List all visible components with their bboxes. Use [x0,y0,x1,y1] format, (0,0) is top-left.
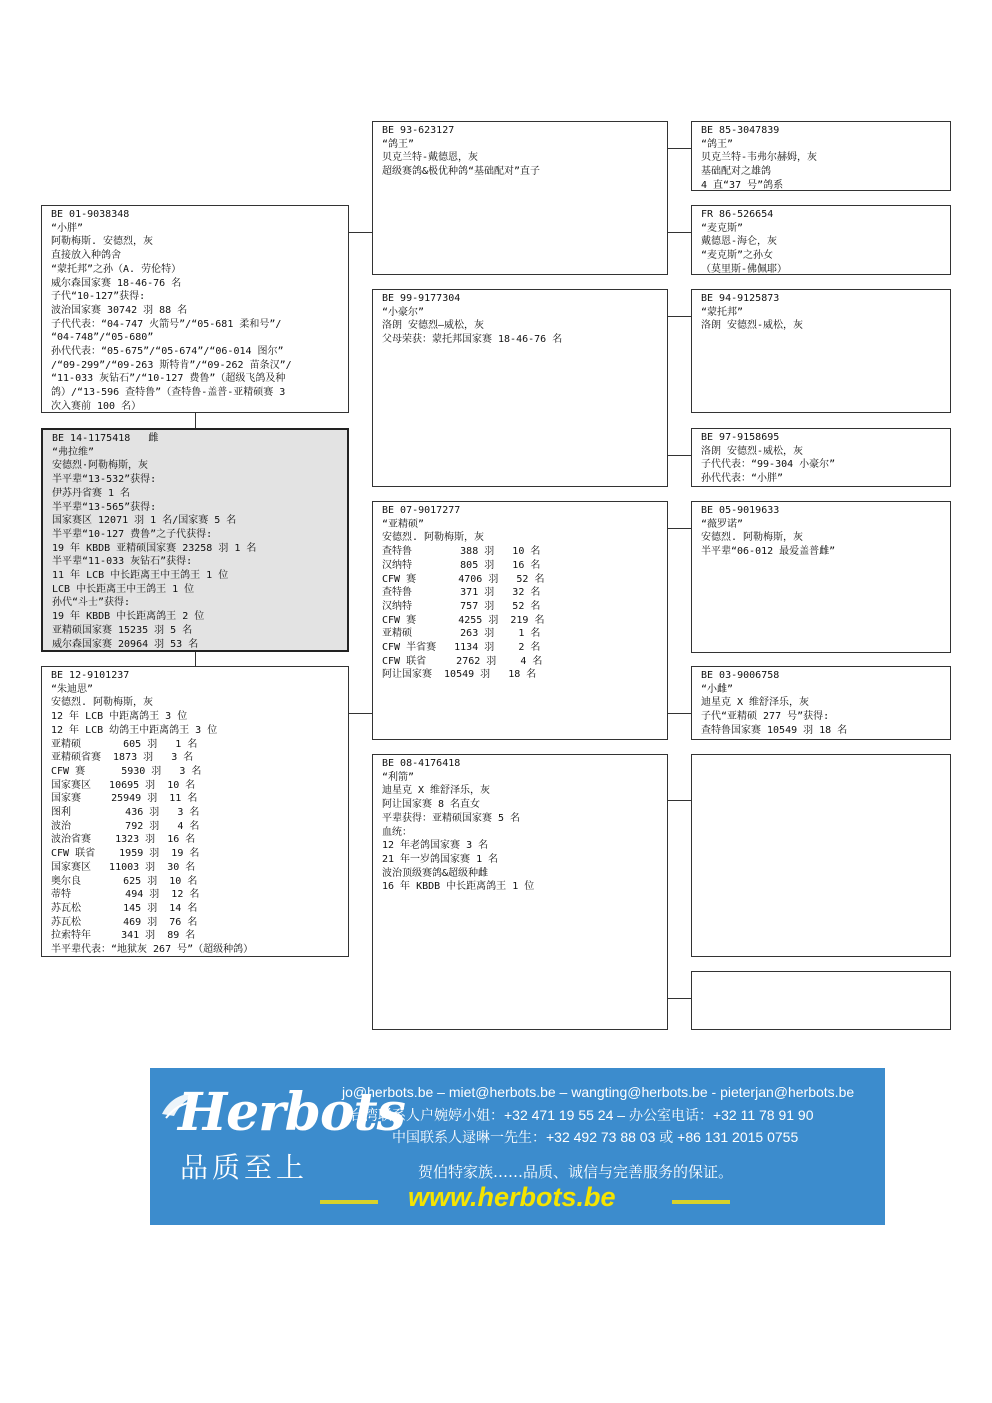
pedigree-line: CFW 联省 1959 羽 19 名 [51,848,200,860]
pedigree-line: 安德烈. 阿勒梅斯，灰 [382,532,485,544]
pedigree-line: 血统： [382,826,412,838]
pedigree-line: LCB 中长距离王中王鸽王 1 位 [52,583,195,595]
pedigree-line: 波治顶级赛鸽&超级种雌 [382,867,489,879]
divider-right [672,1200,730,1204]
pedigree-line: “利箭” [382,771,415,783]
pedigree-line: 半平辈“13-532”获得: [52,474,157,486]
herbots-logo: Herbots [178,1082,405,1143]
connector-line [195,413,196,428]
pedigree-line: 苏瓦松 469 羽 76 名 [51,916,198,928]
dam-box [41,666,349,957]
dam-dam-dam-box [691,971,951,1030]
pedigree-line: 威尔森国家赛 20964 羽 53 名 [52,638,199,650]
pedigree-line: 查特鲁 388 羽 10 名 [382,546,541,558]
pedigree-line: 亚精硕 605 羽 1 名 [51,738,198,750]
pedigree-line: 波治 792 羽 4 名 [51,820,200,832]
pedigree-line: 12 年 LCB 中距离鸽王 3 位 [51,711,188,723]
slogan: 贺伯特家族……品质、诚信与完善服务的保证。 [418,1163,734,1181]
connector-line [667,455,691,456]
pedigree-line: 亚精硕 263 羽 1 名 [382,628,541,640]
pedigree-line: “麦克斯”之孙女 [701,250,774,262]
pedigree-line: 洛朗 安德烈-威松，灰 [701,445,804,457]
email-contacts: jo@herbots.be – miet@herbots.be – wangting@herbots.be - pieterjan@herbots.be [342,1084,855,1100]
pedigree-line: 迪星克 X 维舒泽乐，灰 [701,697,810,709]
pedigree-line: （莫里斯-佛佩耶） [701,263,788,275]
dam-dam-box [372,754,668,1030]
pedigree-line: 威尔森国家赛 18-46-76 名 [51,277,182,289]
pedigree-line: “鸽王” [382,138,415,150]
pedigree-line: 查特鲁 371 羽 32 名 [382,587,541,599]
pedigree-line: 12 年 LCB 幼鸽王中距离鸽王 3 位 [51,724,218,736]
pedigree-line: “亚精硕” [382,518,425,530]
pedigree-line: 伊苏丹省赛 1 名 [52,487,131,499]
pedigree-line: BE 08-4176418 [382,758,461,769]
pedigree-line: /“09-299”/“09-263 斯特肯”/“09-262 苗条汉”/ [51,359,292,371]
pedigree-line: CFW 赛 4706 羽 52 名 [382,573,545,585]
pedigree-line: 19 年 KBDB 亚精硕国家赛 23258 羽 1 名 [52,542,257,554]
sire-box [41,205,349,413]
pedigree-line: “11-033 灰钻石”/“10-127 费鲁”（超级飞鸽及种 [51,373,286,385]
pedigree-line: 蒂特 494 羽 12 名 [51,889,200,901]
pedigree-line: 半平辈代表：“地狱灰 267 号”（超级种鸽） [51,944,254,956]
pedigree-line: 4 直“37 号”鸽系 [701,179,784,191]
sire-dam-sire-box [691,289,951,413]
pedigree-line: “蒙托邦” [701,306,744,318]
pedigree-line: “小雌” [701,683,734,695]
pedigree-line: 贝克兰特-韦弗尔赫姆，灰 [701,152,818,164]
pedigree-line: 半平辈“10-127 费鲁”之子代获得: [52,528,213,540]
pedigree-line: “04-748”/“05-680” [51,332,154,344]
sire-dam-box [372,289,668,487]
pedigree-line: 孙代“斗士”获得: [52,597,131,609]
pedigree-line: 洛朗 安德烈—威松，灰 [382,320,485,332]
connector-line [667,148,691,149]
pedigree-line: CFW 半省赛 1134 羽 2 名 [382,642,541,654]
taiwan-contact: 台湾联系人户婉婷小姐：+32 471 19 55 24 – 办公室电话：+32 11 78 91 90 [350,1107,814,1123]
pedigree-line: 半平辈“11-033 灰钻石”获得: [52,556,193,568]
dam-sire-box [372,501,668,740]
pedigree-line: CFW 赛 5930 羽 3 名 [51,765,202,777]
connector-line [667,800,691,801]
pedigree-line: BE 93-623127 [382,125,455,136]
pedigree-line: 子代代表：“99-304 小豪尔” [701,459,836,471]
pedigree-line: CFW 联省 2762 羽 4 名 [382,655,543,667]
sire-dam-dam-box [691,428,951,487]
pedigree-line: 波治省赛 1323 羽 16 名 [51,834,196,846]
pedigree-line: “鸽王” [701,138,734,150]
pedigree-line: 安德烈. 阿勒梅斯，灰 [701,532,804,544]
pedigree-line: 阿让国家赛 8 名直女 [382,799,481,811]
pedigree-line: 11 年 LCB 中长距离王中王鸽王 1 位 [52,570,229,582]
pedigree-line: 亚精硕省赛 1873 羽 3 名 [51,752,194,764]
pedigree-line: 安德烈·阿勒梅斯，灰 [52,460,149,472]
pedigree-line: 孙代代表：“小胖” [701,473,784,485]
connector-line [667,232,691,233]
herbots-banner [150,1068,885,1225]
pedigree-line: BE 03-9006758 [701,670,780,681]
pedigree-line: 洛朗 安德烈-威松，灰 [701,320,804,332]
pedigree-line: 子代“10-127”获得: [51,291,146,303]
pedigree-line: BE 05-9019633 [701,505,780,516]
pedigree-line: 基础配对之雄鸽 [701,166,771,178]
pedigree-line: 12 年老鸽国家赛 3 名 [382,840,489,852]
pedigree-line: 苏瓦松 145 羽 14 名 [51,902,198,914]
pedigree-line: 汉纳特 757 羽 52 名 [382,600,541,612]
pedigree-line: 国家赛区 12071 羽 1 名/国家赛 5 名 [52,515,237,527]
pedigree-line: “小胖” [51,222,84,234]
pedigree-line: 国家赛区 10695 羽 10 名 [51,779,196,791]
connector-line [195,651,196,666]
pedigree-line: 半平辈“06-012 最爱盖普雌” [701,546,836,558]
pedigree-line: 半平辈“13-565”获得: [52,501,157,513]
connector-line [667,316,691,317]
website-link[interactable]: www.herbots.be [408,1182,616,1212]
pedigree-line: 拉索特年 341 羽 89 名 [51,930,196,942]
sire-sire-sire-box [691,121,951,191]
pedigree-line: 贝克兰特-戴德恩，灰 [382,152,479,164]
pedigree-line: 汉纳特 805 羽 16 名 [382,559,541,571]
pedigree-line: BE 97-9158695 [701,432,780,443]
pedigree-line: 孙代代表：“05-675”/“05-674”/“06-014 图尔” [51,346,284,358]
pedigree-line: 鸽）/“13-596 查特鲁”（查特鲁-盖普-亚精硕赛 3 [51,387,286,399]
pedigree-line: “蒙托邦”之孙（A. 劳伦特） [51,263,182,275]
pedigree-line: 图利 436 羽 3 名 [51,807,200,819]
pedigree-line: 国家赛区 11003 羽 30 名 [51,861,196,873]
pedigree-line: 安德烈. 阿勒梅斯，灰 [51,697,154,709]
tagline: 品质至上 [180,1151,309,1184]
connector-line [348,713,372,714]
pedigree-line: “薇罗诺” [701,518,744,530]
pedigree-line: 亚精硕国家赛 15235 羽 5 名 [52,624,193,636]
pedigree-line: “朱迪思” [51,683,94,695]
pedigree-line: 21 年一岁鸽国家赛 1 名 [382,853,499,865]
pedigree-line: BE 14-1175418 雌 [52,433,159,444]
pedigree-line: 次入赛前 100 名） [51,400,142,412]
connector-line [667,713,691,714]
pedigree-line: 戴德恩-海仑，灰 [701,236,778,248]
pedigree-line: “弗拉维” [52,446,95,458]
pedigree-line: 19 年 KBDB 中长距离鸽王 2 位 [52,611,205,623]
pedigree-line: 国家赛 25949 羽 11 名 [51,793,198,805]
pedigree-line: “麦克斯” [701,222,744,234]
connector-line [667,528,691,529]
pedigree-line: 超级赛鸽&极优种鸽“基础配对”直子 [382,166,541,178]
pedigree-line: 父母荣获：蒙托邦国家赛 18-46-76 名 [382,334,563,346]
sire-sire-box [372,121,668,275]
subject-pigeon-box [41,428,349,652]
pedigree-line: 子代代表：“04-747 火箭号”/“05-681 柔和号”/ [51,318,282,330]
pedigree-line: 迪星克 X 维舒泽乐，灰 [382,785,491,797]
pedigree-line: 奥尔良 625 羽 10 名 [51,875,198,887]
pedigree-line: BE 12-9101237 [51,670,130,681]
pedigree-line: BE 85-3047839 [701,125,780,136]
dam-dam-sire-box [691,754,951,957]
divider-left [320,1200,378,1204]
pedigree-line: CFW 赛 4255 羽 219 名 [382,614,545,626]
pedigree-line: “小豪尔” [382,306,425,318]
pedigree-line: 查特鲁国家赛 10549 羽 18 名 [701,724,848,736]
pedigree-line: 直接放入种鸽舍 [51,250,121,262]
china-contact: 中国联系人逯晽一先生：+32 492 73 88 03 或 +86 131 2015 0755 [392,1129,799,1145]
pedigree-line: BE 99-9177304 [382,293,461,304]
pedigree-line: 波治国家赛 30742 羽 88 名 [51,304,188,316]
dam-sire-sire-box [691,501,951,653]
pedigree-line: 阿勒梅斯. 安德烈，灰 [51,236,154,248]
pedigree-line: 阿让国家赛 10549 羽 18 名 [382,669,537,681]
dam-sire-dam-box [691,666,951,740]
pedigree-line: FR 86-526654 [701,209,774,220]
connector-line [348,232,372,233]
pedigree-line: 16 年 KBDB 中长距离鸽王 1 位 [382,881,535,893]
sire-sire-dam-box [691,205,951,275]
pedigree-line: BE 94-9125873 [701,293,780,304]
connector-line [667,998,691,999]
pedigree-line: 平辈获得：亚精硕国家赛 5 名 [382,812,521,824]
pedigree-line: 子代“亚精硕 277 号”获得: [701,711,830,723]
pedigree-line: BE 07-9017277 [382,505,461,516]
pedigree-line: BE 01-9038348 [51,209,130,220]
